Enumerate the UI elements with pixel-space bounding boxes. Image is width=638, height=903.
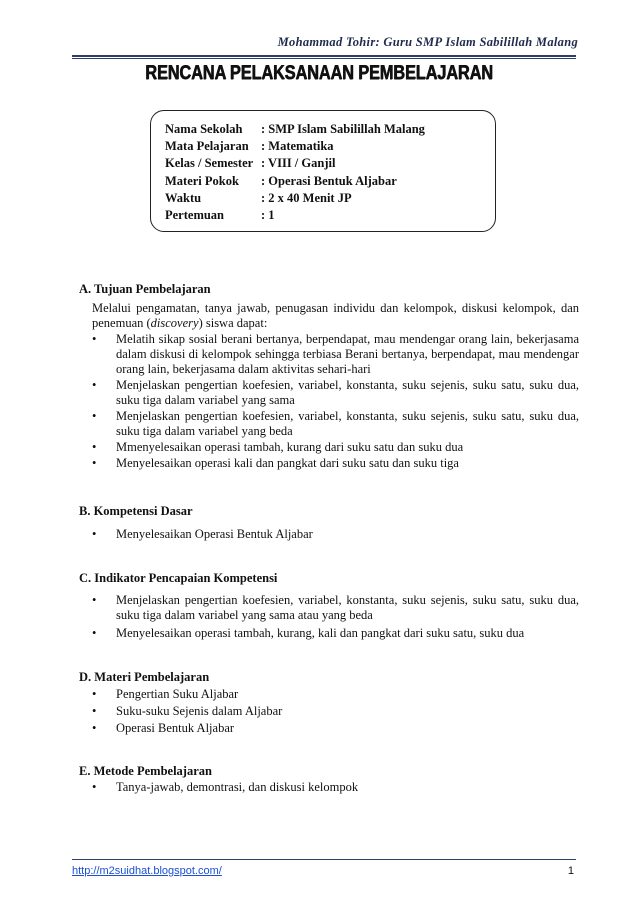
list-item [92, 409, 579, 439]
list-item [92, 687, 579, 702]
list-item-text: Melatih sikap sosial berani bertanya, berpendapat, mau mendengar orang lain, bekerjasama dalam diskusi di kelompok sehingga terbiasa Berani bertanya, berpendapat, mau mendengar orang lain, bekerjasama dalam aktivitas sehari-hari [116, 332, 579, 376]
intro-text-end: ) siswa dapat: [198, 316, 268, 330]
section-indikator [79, 571, 579, 641]
bullet-icon: • [92, 440, 97, 454]
list-item [92, 593, 579, 623]
info-row [165, 190, 425, 207]
info-value: : Operasi Bentuk Aljabar [261, 173, 397, 188]
info-table [165, 121, 425, 224]
info-row [165, 155, 425, 172]
bullet-icon: • [92, 780, 97, 794]
list-item [92, 721, 579, 736]
info-row [165, 121, 425, 138]
list-item-text: Tanya-jawab, demontrasi, dan diskusi kelompok [116, 780, 359, 794]
bullet-icon: • [92, 593, 97, 607]
indicator-list [92, 593, 579, 641]
bullet-icon: • [92, 687, 97, 701]
section-title: C. Indikator Pencapaian Kompetensi [79, 571, 278, 585]
section-tujuan [79, 282, 579, 471]
list-item-text: Menjelaskan pengertian koefesien, variabel, konstanta, suku sejenis, suku satu, suku dua, suku tiga dalam variabel yang sama [116, 378, 579, 407]
bullet-icon: • [92, 332, 97, 346]
info-label: Materi Pokok [165, 173, 239, 188]
list-item [92, 332, 579, 377]
info-value: : 1 [261, 208, 275, 223]
info-value: : SMP Islam Sabilillah Malang [261, 122, 425, 136]
info-label: Kelas / Semester [165, 156, 254, 171]
info-label: Pertemuan [165, 208, 225, 223]
bullet-icon: • [92, 527, 97, 541]
material-list [92, 687, 579, 736]
list-item-text: Operasi Bentuk Aljabar [116, 721, 235, 735]
list-item [92, 626, 579, 641]
list-item-text: Pengertian Suku Aljabar [116, 687, 239, 701]
bullet-icon: • [92, 721, 97, 735]
info-row [165, 207, 425, 224]
info-row [165, 173, 425, 190]
footer-divider [72, 859, 576, 860]
list-item [92, 378, 579, 408]
list-item-text: Menyelesaikan Operasi Bentuk Aljabar [116, 527, 313, 541]
competency-list [92, 527, 579, 542]
list-item [92, 527, 579, 542]
list-item-text: Menjelaskan pengertian koefesien, variabel, konstanta, suku sejenis, suku satu, suku dua, suku tiga dalam variabel yang beda [116, 409, 579, 438]
objectives-list [92, 332, 579, 471]
list-item [92, 704, 579, 719]
info-value: : 2 x 40 Menit JP [261, 190, 352, 205]
page-header: Mohammad Tohir: Guru SMP Islam Sabilillah Malang [277, 35, 578, 49]
footer-link[interactable]: http://m2suidhat.blogspot.com/ [72, 865, 222, 877]
list-item-text: Mmenyelesaikan operasi tambah, kurang dari suku satu dan suku dua [116, 440, 464, 454]
bullet-icon: • [92, 626, 97, 640]
section-kompetensi [79, 504, 579, 542]
info-label: Waktu [165, 190, 202, 205]
list-item-text: Suku-suku Sejenis dalam Aljabar [116, 704, 283, 718]
list-item-text: Menyelesaikan operasi tambah, kurang, kali dan pangkat dari suku satu, suku dua [116, 626, 525, 640]
info-value: : Matematika [261, 139, 334, 154]
method-list [92, 780, 579, 795]
list-item-text: Menyelesaikan operasi kali dan pangkat dari suku satu dan suku tiga [116, 456, 459, 470]
list-item [92, 780, 579, 795]
info-row [165, 138, 425, 155]
info-label: Mata Pelajaran [165, 139, 249, 154]
bullet-icon: • [92, 704, 97, 718]
header-divider [72, 55, 576, 59]
section-title: A. Tujuan Pembelajaran [79, 282, 211, 296]
section-title: D. Materi Pembelajaran [79, 670, 210, 684]
info-value: : VIII / Ganjil [261, 156, 336, 171]
bullet-icon: • [92, 456, 97, 470]
list-item [92, 456, 579, 471]
page-number: 1 [567, 865, 574, 877]
bullet-icon: • [92, 378, 97, 392]
section-title: E. Metode Pembelajaran [79, 764, 212, 778]
list-item-text: Menjelaskan pengertian koefesien, variabel, konstanta, suku sejenis, suku satu, suku dua, suku tiga dalam variabel yang sama atau yang beda [116, 593, 579, 622]
document-title: RENCANA PELAKSANAAN PEMBELAJARAN [145, 62, 493, 84]
list-item [92, 440, 579, 455]
bullet-icon: • [92, 409, 97, 423]
intro-italic: discovery [150, 316, 199, 330]
section-metode [79, 764, 579, 795]
section-title: B. Kompetensi Dasar [79, 504, 193, 518]
intro-text: Melalui pengamatan, tanya jawab, penugasan individu dan kelompok, diskusi kelompok, dan penemuan ( [92, 301, 579, 330]
section-materi [79, 670, 579, 736]
section-intro [92, 301, 579, 331]
info-label: Nama Sekolah [165, 122, 243, 136]
